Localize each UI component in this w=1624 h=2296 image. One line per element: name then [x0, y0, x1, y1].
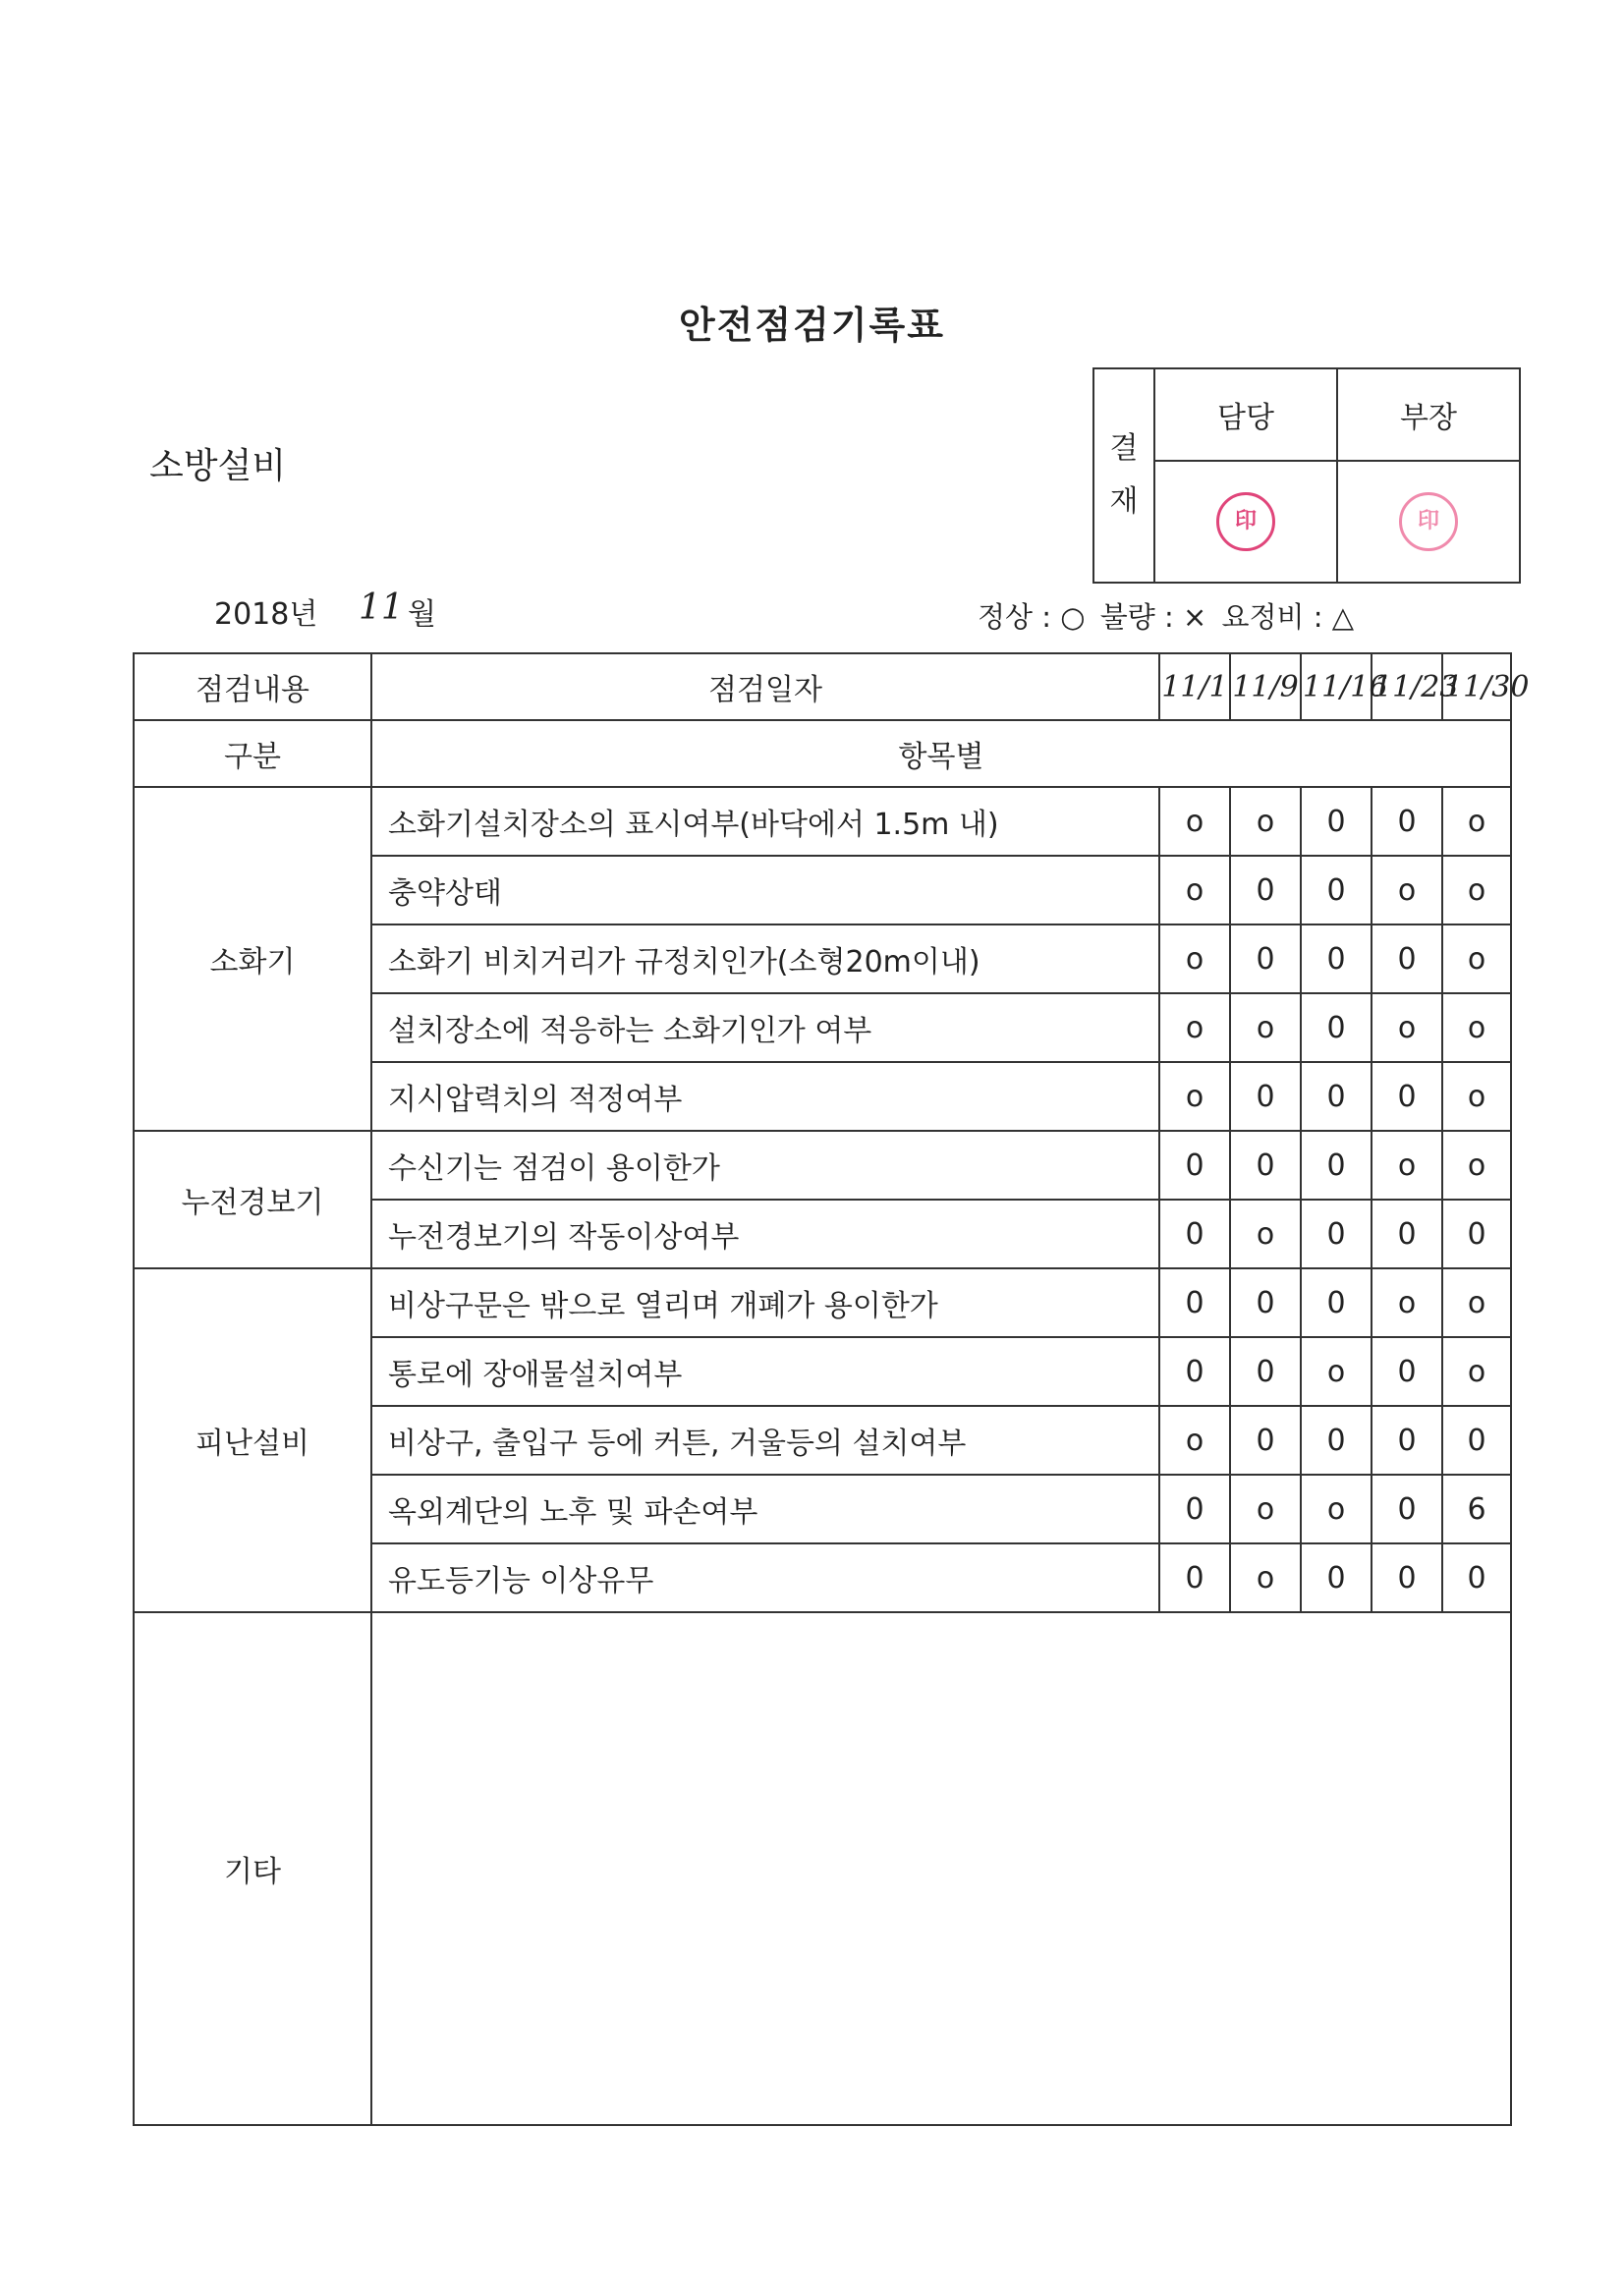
approval-label	[1093, 368, 1154, 583]
check-mark-5: o	[1442, 1131, 1511, 1200]
table-row	[134, 787, 1511, 856]
check-mark-3: 0	[1301, 787, 1372, 856]
date-header-2: 11/9	[1230, 653, 1301, 720]
check-mark-1: 0	[1159, 1543, 1230, 1612]
check-mark-3: 0	[1301, 1131, 1372, 1200]
check-mark-2: o	[1230, 787, 1301, 856]
legend-repair: 요정비 : △	[1221, 600, 1355, 634]
check-mark-5: o	[1442, 924, 1511, 993]
item-label: 유도등기능 이상유무	[371, 1543, 1159, 1612]
check-mark-5: o	[1442, 1062, 1511, 1131]
month-value: 11	[359, 588, 404, 628]
stamp-icon: 印	[1216, 492, 1275, 551]
item-label: 소화기 비치거리가 규정치인가(소형20m이내)	[371, 924, 1159, 993]
item-label: 비상구, 출입구 등에 커튼, 거울등의 설치여부	[371, 1406, 1159, 1475]
check-mark-1: o	[1159, 993, 1230, 1062]
other-notes	[371, 1612, 1511, 2125]
check-mark-3: 0	[1301, 1268, 1372, 1337]
check-mark-5: 0	[1442, 1200, 1511, 1268]
check-mark-1: o	[1159, 787, 1230, 856]
facility-label: 소방설비	[149, 446, 287, 486]
check-mark-3: 0	[1301, 993, 1372, 1062]
check-mark-2: 0	[1230, 1268, 1301, 1337]
approval-role-bujang: 부장	[1337, 368, 1520, 461]
check-mark-5: o	[1442, 1337, 1511, 1406]
check-mark-4: o	[1372, 1131, 1442, 1200]
item-label: 옥외계단의 노후 및 파손여부	[371, 1475, 1159, 1543]
check-mark-1: o	[1159, 856, 1230, 924]
approval-box	[1092, 367, 1521, 584]
table-row	[134, 1268, 1511, 1337]
header-content: 점검내용	[134, 653, 371, 720]
item-label: 설치장소에 적응하는 소화기인가 여부	[371, 993, 1159, 1062]
header-items: 항목별	[371, 720, 1511, 787]
date-header-1: 11/1	[1159, 653, 1230, 720]
approval-sign-damdang	[1154, 461, 1337, 583]
check-mark-2: o	[1230, 993, 1301, 1062]
item-label: 수신기는 점검이 용이한가	[371, 1131, 1159, 1200]
check-mark-3: 0	[1301, 1406, 1372, 1475]
other-label: 기타	[134, 1612, 371, 2125]
check-mark-4: 0	[1372, 1543, 1442, 1612]
check-mark-4: o	[1372, 1268, 1442, 1337]
check-mark-3: 0	[1301, 856, 1372, 924]
check-mark-3: o	[1301, 1475, 1372, 1543]
check-mark-5: o	[1442, 856, 1511, 924]
item-label: 소화기설치장소의 표시여부(바닥에서 1.5m 내)	[371, 787, 1159, 856]
item-label: 통로에 장애물설치여부	[371, 1337, 1159, 1406]
check-mark-4: 0	[1372, 1062, 1442, 1131]
check-mark-2: o	[1230, 1200, 1301, 1268]
check-mark-5: 6	[1442, 1475, 1511, 1543]
check-mark-3: 0	[1301, 1200, 1372, 1268]
approval-label-char: 결	[1109, 431, 1139, 466]
check-mark-4: 0	[1372, 924, 1442, 993]
check-mark-3: 0	[1301, 924, 1372, 993]
check-mark-1: o	[1159, 924, 1230, 993]
approval-label-char: 재	[1109, 484, 1139, 519]
check-mark-4: 0	[1372, 1200, 1442, 1268]
check-mark-5: o	[1442, 1268, 1511, 1337]
check-mark-5: o	[1442, 993, 1511, 1062]
check-mark-4: 0	[1372, 1406, 1442, 1475]
check-mark-5: 0	[1442, 1406, 1511, 1475]
legend	[978, 595, 1360, 636]
check-mark-2: 0	[1230, 924, 1301, 993]
check-mark-1: o	[1159, 1406, 1230, 1475]
check-mark-4: 0	[1372, 1337, 1442, 1406]
check-mark-1: o	[1159, 1062, 1230, 1131]
group-label: 피난설비	[134, 1268, 371, 1612]
inspection-table	[133, 652, 1530, 2126]
page-title: 안전점검기록표	[679, 304, 945, 347]
check-mark-4: o	[1372, 856, 1442, 924]
approval-label-text	[1095, 422, 1152, 529]
check-mark-4: o	[1372, 993, 1442, 1062]
group-label: 소화기	[134, 787, 371, 1131]
check-mark-2: 0	[1230, 1337, 1301, 1406]
date-header-4: 11/23	[1372, 653, 1442, 720]
check-mark-5: o	[1442, 787, 1511, 856]
stamp-icon: 印	[1399, 492, 1458, 551]
group-label: 누전경보기	[134, 1131, 371, 1268]
date-header-3: 11/16	[1301, 653, 1372, 720]
check-mark-4: 0	[1372, 1475, 1442, 1543]
approval-sign-bujang	[1337, 461, 1520, 583]
check-mark-1: 0	[1159, 1131, 1230, 1200]
check-mark-1: 0	[1159, 1200, 1230, 1268]
legend-bad: 불량 : ×	[1099, 600, 1207, 634]
header-date: 점검일자	[371, 653, 1159, 720]
check-mark-1: 0	[1159, 1268, 1230, 1337]
item-label: 누전경보기의 작동이상여부	[371, 1200, 1159, 1268]
check-mark-1: 0	[1159, 1475, 1230, 1543]
item-label: 지시압력치의 적정여부	[371, 1062, 1159, 1131]
check-mark-4: 0	[1372, 787, 1442, 856]
check-mark-2: o	[1230, 1475, 1301, 1543]
item-label: 비상구문은 밖으로 열리며 개폐가 용이한가	[371, 1268, 1159, 1337]
check-mark-3: 0	[1301, 1062, 1372, 1131]
check-mark-2: 0	[1230, 1062, 1301, 1131]
header-division: 구분	[134, 720, 371, 787]
check-mark-2: 0	[1230, 1406, 1301, 1475]
year-label: 2018년	[214, 597, 318, 632]
month-label: 월	[408, 597, 436, 632]
check-mark-2: 0	[1230, 856, 1301, 924]
approval-role-damdang: 담당	[1154, 368, 1337, 461]
check-mark-3: o	[1301, 1337, 1372, 1406]
date-header-5: 11/30	[1442, 653, 1511, 720]
check-mark-5: 0	[1442, 1543, 1511, 1612]
check-mark-2: 0	[1230, 1131, 1301, 1200]
legend-normal: 정상 : ○	[978, 600, 1086, 634]
item-label: 충약상태	[371, 856, 1159, 924]
table-row	[134, 1131, 1511, 1200]
check-mark-2: o	[1230, 1543, 1301, 1612]
check-mark-1: 0	[1159, 1337, 1230, 1406]
check-mark-3: 0	[1301, 1543, 1372, 1612]
